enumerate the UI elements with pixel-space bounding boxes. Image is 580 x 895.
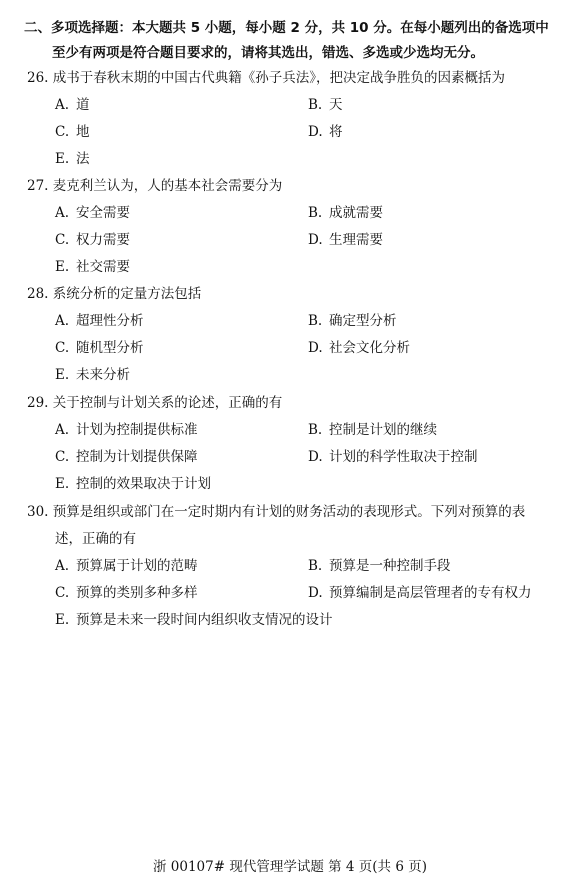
option-c bbox=[55, 444, 198, 471]
option-text: 控制的效果取决于计划 bbox=[76, 476, 211, 492]
question-text: 系统分析的定量方法包括 bbox=[52, 286, 202, 302]
option-letter: E. bbox=[55, 476, 70, 492]
option-letter: B. bbox=[308, 558, 323, 574]
question-number: 29. bbox=[27, 395, 49, 411]
option-letter: D. bbox=[308, 585, 323, 601]
question-text-continued: 述，正确的有 bbox=[55, 531, 136, 547]
option-letter: C. bbox=[55, 449, 70, 465]
option-letter: C. bbox=[55, 340, 70, 356]
option-text: 天 bbox=[329, 97, 343, 113]
option-b bbox=[308, 200, 383, 227]
option-text: 预算的类别多种多样 bbox=[76, 585, 198, 601]
option-e bbox=[55, 362, 130, 389]
question-stem bbox=[27, 281, 567, 308]
option-text: 法 bbox=[76, 151, 90, 167]
option-letter: D. bbox=[308, 449, 323, 465]
option-text: 社会文化分析 bbox=[329, 340, 410, 356]
option-a bbox=[55, 553, 198, 580]
option-d bbox=[308, 227, 383, 254]
option-letter: A. bbox=[55, 313, 70, 329]
option-letter: C. bbox=[55, 585, 70, 601]
option-letter: C. bbox=[55, 124, 70, 140]
option-d bbox=[308, 580, 532, 607]
question-text: 关于控制与计划关系的论述，正确的有 bbox=[52, 395, 283, 411]
option-text: 道 bbox=[76, 97, 90, 113]
option-text: 成就需要 bbox=[329, 205, 383, 221]
option-a bbox=[55, 308, 144, 335]
option-text: 超理性分析 bbox=[76, 313, 144, 329]
option-text: 生理需要 bbox=[329, 232, 383, 248]
section-header bbox=[24, 16, 569, 66]
option-text: 确定型分析 bbox=[329, 313, 397, 329]
option-c bbox=[55, 227, 130, 254]
option-letter: B. bbox=[308, 97, 323, 113]
option-d bbox=[308, 335, 410, 362]
option-letter: B. bbox=[308, 313, 323, 329]
option-b bbox=[308, 308, 397, 335]
question-number: 28. bbox=[27, 286, 49, 302]
section-instructions-line-1: 二、多项选择题：本大题共 5 小题，每小题 2 分，共 10 分。在每小题列出的备选项中 bbox=[24, 20, 549, 36]
option-letter: D. bbox=[308, 340, 323, 356]
question-stem bbox=[27, 390, 567, 417]
option-letter: A. bbox=[55, 97, 70, 113]
question-text: 预算是组织或部门在一定时期内有计划的财务活动的表现形式。下列对预算的表 bbox=[52, 504, 526, 520]
option-letter: B. bbox=[308, 205, 323, 221]
question-text: 成书于春秋末期的中国古代典籍《孙子兵法》，把决定战争胜负的因素概括为 bbox=[52, 70, 506, 86]
option-letter: E. bbox=[55, 367, 70, 383]
option-c bbox=[55, 335, 144, 362]
option-letter: D. bbox=[308, 232, 323, 248]
option-letter: A. bbox=[55, 205, 70, 221]
option-b bbox=[308, 417, 437, 444]
option-text: 预算是一种控制手段 bbox=[329, 558, 451, 574]
option-e bbox=[55, 146, 90, 173]
page-footer: 浙 00107# 现代管理学试题 第 4 页(共 6 页) bbox=[152, 859, 427, 875]
question-stem bbox=[27, 65, 567, 92]
option-e bbox=[55, 607, 333, 634]
question-stem bbox=[27, 499, 567, 553]
option-b bbox=[308, 553, 451, 580]
option-text: 随机型分析 bbox=[76, 340, 144, 356]
option-text: 未来分析 bbox=[76, 367, 130, 383]
option-text: 社交需要 bbox=[76, 259, 130, 275]
option-text: 权力需要 bbox=[76, 232, 130, 248]
option-letter: E. bbox=[55, 259, 70, 275]
question-stem bbox=[27, 173, 567, 200]
section-instructions-line-2: 至少有两项是符合题目要求的，请将其选出，错选、多选或少选均无分。 bbox=[52, 45, 484, 61]
option-letter: E. bbox=[55, 151, 70, 167]
option-text: 地 bbox=[76, 124, 90, 140]
option-a bbox=[55, 92, 90, 119]
option-letter: A. bbox=[55, 422, 70, 438]
option-c bbox=[55, 119, 90, 146]
option-letter: B. bbox=[308, 422, 323, 438]
question-number: 30. bbox=[27, 504, 49, 520]
option-text: 控制是计划的继续 bbox=[329, 422, 437, 438]
option-text: 安全需要 bbox=[76, 205, 130, 221]
option-text: 计划的科学性取决于控制 bbox=[329, 449, 478, 465]
option-text: 预算是未来一段时间内组织收支情况的设计 bbox=[76, 612, 333, 628]
option-d bbox=[308, 119, 343, 146]
option-e bbox=[55, 254, 130, 281]
option-d bbox=[308, 444, 478, 471]
option-c bbox=[55, 580, 198, 607]
question-number: 26. bbox=[27, 70, 49, 86]
option-text: 计划为控制提供标准 bbox=[76, 422, 198, 438]
option-a bbox=[55, 200, 130, 227]
option-text: 控制为计划提供保障 bbox=[76, 449, 198, 465]
option-a bbox=[55, 417, 198, 444]
question-text: 麦克利兰认为，人的基本社会需要分为 bbox=[52, 178, 283, 194]
option-text: 预算编制是高层管理者的专有权力 bbox=[329, 585, 532, 601]
option-letter: A. bbox=[55, 558, 70, 574]
option-letter: E. bbox=[55, 612, 70, 628]
option-text: 将 bbox=[329, 124, 343, 140]
question-number: 27. bbox=[27, 178, 49, 194]
option-b bbox=[308, 92, 343, 119]
option-letter: C. bbox=[55, 232, 70, 248]
option-e bbox=[55, 471, 211, 498]
option-text: 预算属于计划的范畴 bbox=[76, 558, 198, 574]
option-letter: D. bbox=[308, 124, 323, 140]
